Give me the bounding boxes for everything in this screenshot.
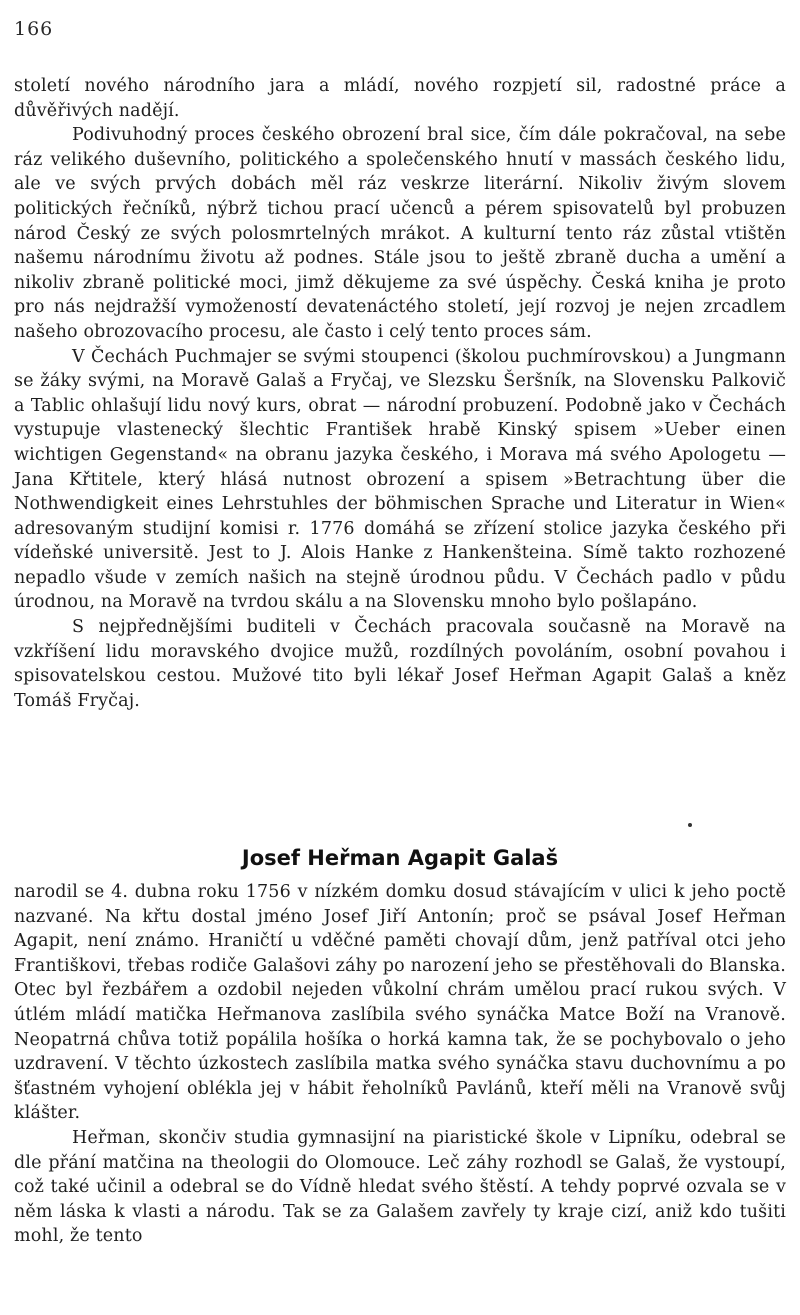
body-text-section-1	[14, 74, 786, 713]
paragraph: V Čechách Puchmajer se svými stoupenci (školou puchmírovskou) a Jungmann se žáky svými, na Moravě Galaš a Fryčaj, ve Slezsku Šeršník, na Slovensku Palkovič a Tablic ohlašují lidu nový kurs, obrat — národní probuzení. Podobně jako v Čechách vystupuje vlastenecký šlechtic František hrabě Kinský spisem »Ueber einen wichtigen Gegenstand« na obranu jazyka českého, i Morava má svého Apologetu — Jana Křtitele, který hlásá nutnost obrození a spisem »Betrachtung über die Nothwendigkeit eines Lehrstuhles der böhmischen Sprache und Literatur in Wien« adresovaným studijní komisi r. 1776 domáhá se zřízení stolice jazyka českého při vídeňské universitě. Jest to J. Alois Hanke z Hankenšteina. Símě takto rozhozené nepadlo všude v zemích našich na stejně úrodnou půdu. V Čechách padlo v půdu úrodnou, na Moravě na tvrdou skálu a na Slovensku mnoho bylo pošlapáno.	[14, 346, 786, 613]
ink-speck	[688, 823, 692, 827]
paragraph: Heřman, skončiv studia gymnasijní na piaristické škole v Lipníku, odebral se dle přání matčina na theologii do Olomouce. Leč záhy rozhodl se Galaš, že vystoupí, což také učinil a odebral se do Vídně hledat svého štěstí. A tehdy poprvé ozvala se v něm láska k vlasti a národu. Tak se za Galašem zavřely ty kraje cizí, aniž kdo tušiti mohl, že tento	[14, 1127, 786, 1247]
paragraph: narodil se 4. dubna roku 1756 v nízkém domku dosud stávajícím v ulici k jeho poctě nazvané. Na křtu dostal jméno Josef Jiří Antonín; proč se psával Josef Heřman Agapit, není známo. Hraničtí u vděčné paměti chovají dům, jenž patříval otci jeho Františkovi, třebas rodiče Galašovi záhy po narození jeho se přestěhovali do Blanska. Otec byl řezbářem a ozdobil nejeden vůkolní chrám umělou prací rukou svých. V útlém mládí matička Heřmanova zaslíbila svého synáčka Matce Boží na Vranově. Neopatrná chůva totiž popálila hošíka o horká kamna tak, že se pochybovalo o jeho uzdravení. V těchto úzkostech zaslíbila matka svého synáčka stavu duchovnímu a po šťastném vyhojení oblékla jej v hábit řeholníků Pavlánů, kteří měli na Vranově svůj klášter.	[14, 882, 786, 1124]
paragraph: S nejpřednějšími buditeli v Čechách pracovala současně na Moravě na vzkříšení lidu moravského dvojice mužů, rozdílných povoláním, osobní povahou i spisovatelskou cestou. Mužové tito byli lékař Josef Heřman Agapit Galaš a kněz Tomáš Fryčaj.	[14, 617, 786, 711]
body-text-section-2	[14, 880, 786, 1249]
paragraph: století nového národního jara a mládí, nového rozpjetí sil, radostné práce a důvěřivých nadějí.	[14, 76, 786, 121]
section-heading: Josef Heřman Agapit Galaš	[241, 846, 559, 870]
page-number: 166	[14, 18, 54, 40]
paragraph: Podivuhodný proces českého obrození bral sice, čím dále pokračoval, na sebe ráz velikého duševního, politického a společenského hnutí v massách českého lidu, ale ve svých prvých dobách měl ráz veskrze literární. Nikoliv živým slovem politických řečníků, nýbrž tichou prací učenců a pérem spisovatelů byl probuzen národ Český ze svých polosmrtelných mrákot. A kulturní tento ráz zůstal vtištěn našemu národnímu životu až podnes. Stále jsou to ještě zbraně ducha a umění a nikoliv zbraně politické moci, jimž děkujeme za své úspěchy. Česká kniha je proto pro nás nejdražší vymožeností devatenáctého století, její rozvoj je nejen zrcadlem našeho obrozovacího procesu, ale často i celý tento proces sám.	[14, 125, 786, 342]
